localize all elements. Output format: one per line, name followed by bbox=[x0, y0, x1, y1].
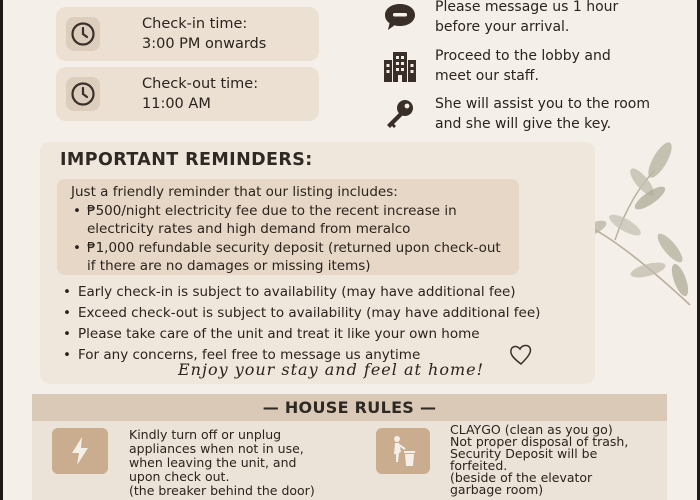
closing-message: Enjoy your stay and feel at home! bbox=[178, 360, 485, 379]
left-edge-bar bbox=[0, 0, 3, 500]
house-rules-panel bbox=[32, 394, 667, 500]
rule-line: Kindly turn off or unplug bbox=[129, 427, 282, 442]
step-1-line1: Please message us 1 hour bbox=[435, 0, 619, 15]
important-reminders-panel bbox=[40, 142, 595, 384]
rule-power-text bbox=[129, 428, 315, 498]
checkin-label: Check-in time: bbox=[142, 16, 248, 32]
building-icon bbox=[380, 46, 420, 86]
rule-line: Security Deposit will be bbox=[450, 446, 598, 461]
message-bubble-icon bbox=[380, 0, 420, 37]
house-rules-title: — HOUSE RULES — bbox=[32, 394, 667, 421]
step-3-line1: She will assist you to the room bbox=[435, 96, 651, 112]
listing-intro: Just a friendly reminder that our listing includes: bbox=[71, 184, 398, 200]
clock-icon bbox=[66, 17, 100, 51]
reminder-item: • Exceed check-out is subject to availability (may have additional fee) bbox=[62, 303, 540, 324]
listing-item bbox=[71, 239, 519, 276]
listing-item-line: • ₱1,000 refundable security deposit (returned upon check-out bbox=[87, 239, 501, 256]
clock-icon bbox=[66, 77, 100, 111]
key-icon bbox=[380, 94, 420, 134]
rule-line: (beside of the elevator bbox=[450, 470, 593, 485]
reminder-item: • Early check-in is subject to availability (may have additional fee) bbox=[62, 282, 540, 303]
step-2-line1: Proceed to the lobby and bbox=[435, 48, 611, 64]
listing-item-line: • ₱500/night electricity fee due to the recent increase in bbox=[87, 202, 457, 219]
step-message bbox=[380, 0, 618, 37]
listing-item bbox=[71, 202, 519, 239]
trash-bin-icon bbox=[376, 428, 430, 474]
rule-line: (the breaker behind the door) bbox=[129, 483, 315, 498]
reminder-item: • Please take care of the unit and treat it like your own home bbox=[62, 324, 540, 345]
checkin-value: 3:00 PM onwards bbox=[142, 36, 267, 52]
lightning-icon bbox=[52, 428, 108, 474]
step-3-line2: and she will give the key. bbox=[435, 116, 612, 132]
rule-line: when leaving the unit, and bbox=[129, 455, 297, 470]
rule-line: Not proper disposal of trash, bbox=[450, 434, 629, 449]
rule-line: upon check out. bbox=[129, 469, 230, 484]
step-2-line2: meet our staff. bbox=[435, 68, 539, 84]
listing-includes-box bbox=[57, 179, 519, 275]
step-key bbox=[380, 94, 650, 134]
rule-line: appliances when not in use, bbox=[129, 441, 304, 456]
step-lobby bbox=[380, 46, 611, 86]
reminder-item: • For any concerns, feel free to message us anytime bbox=[62, 345, 540, 366]
checkout-card bbox=[56, 67, 319, 121]
listing-item-line: if there are no damages or missing items) bbox=[87, 258, 371, 274]
checkin-card bbox=[56, 7, 319, 61]
heart-icon bbox=[507, 342, 535, 368]
rule-line: garbage room) bbox=[450, 482, 544, 497]
rule-line: forfeited. bbox=[450, 458, 508, 473]
listing-item-line: electricity rates and high demand from meralco bbox=[87, 221, 411, 237]
rule-line: CLAYGO (clean as you go) bbox=[450, 422, 613, 437]
checkout-value: 11:00 AM bbox=[142, 96, 211, 112]
reminders-title: IMPORTANT REMINDERS: bbox=[60, 150, 313, 170]
step-1-line2: before your arrival. bbox=[435, 19, 570, 35]
reminders-list bbox=[62, 282, 540, 366]
checkout-label: Check-out time: bbox=[142, 76, 259, 92]
rule-claygo-text bbox=[450, 424, 628, 496]
